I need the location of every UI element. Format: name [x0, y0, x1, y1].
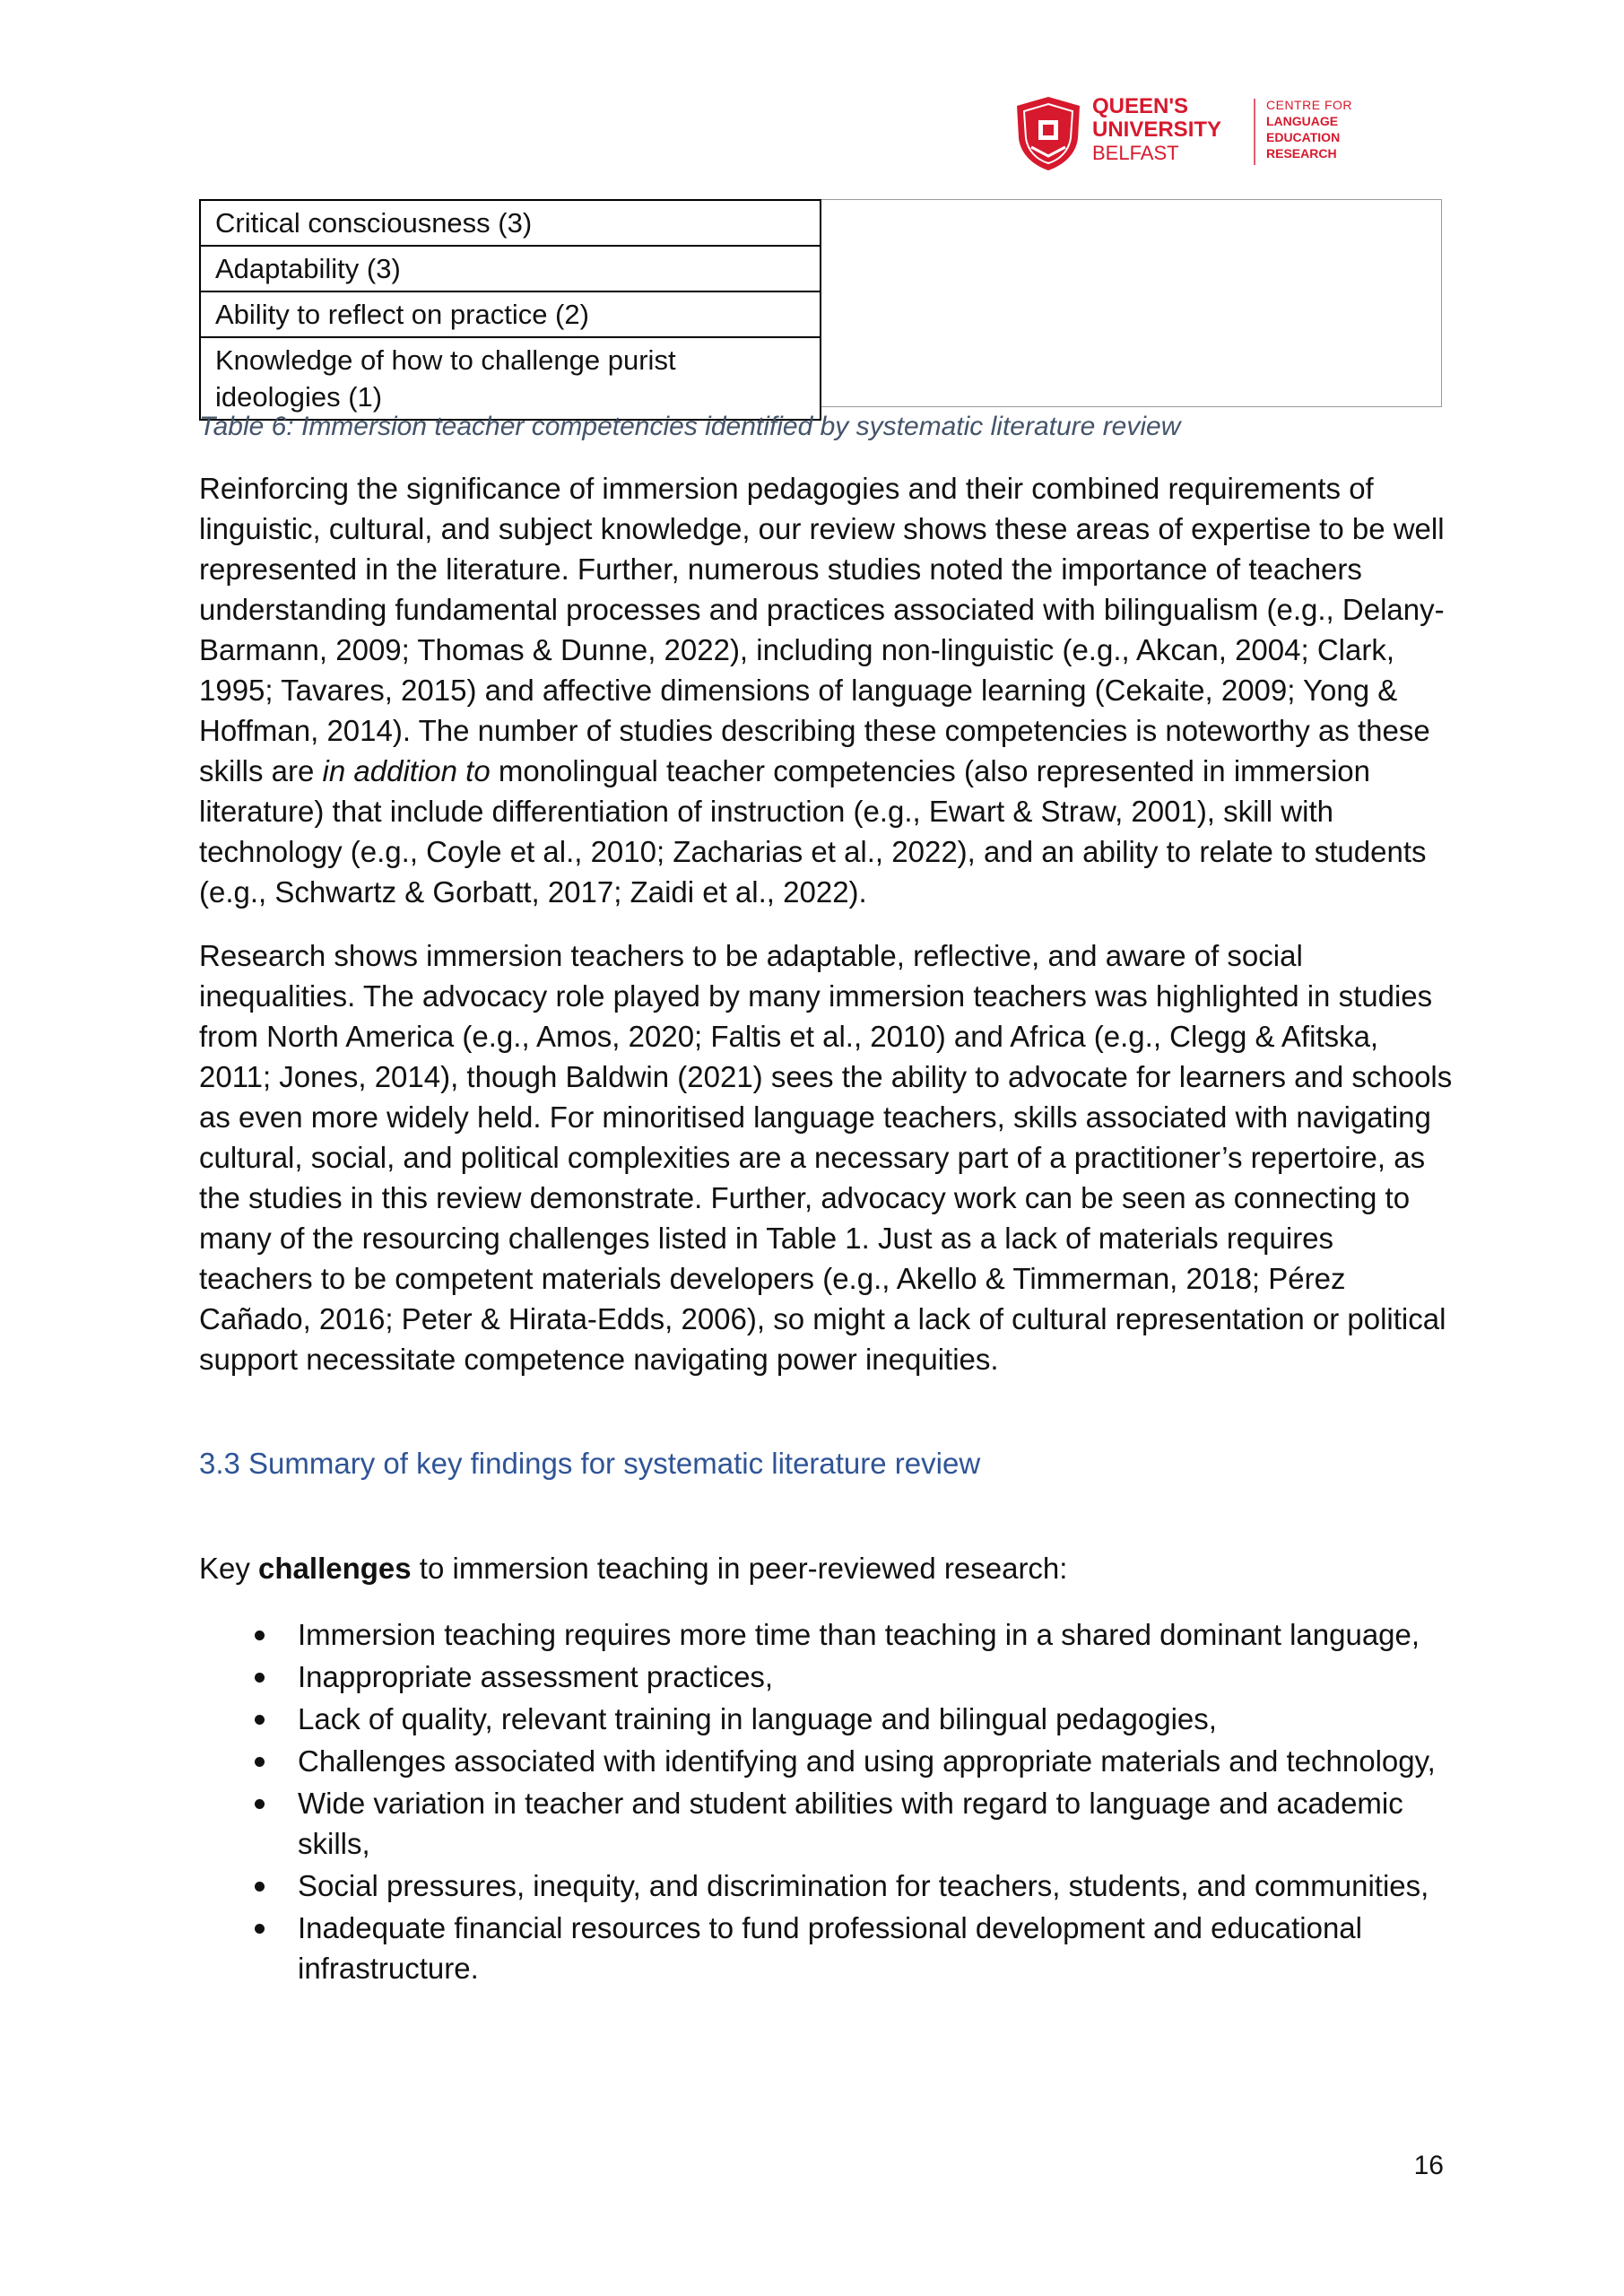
table-row: Adaptability (3) [199, 247, 821, 292]
centre-wordmark [1266, 97, 1352, 161]
list-item [199, 1866, 1455, 1906]
logo-line-3: BELFAST [1092, 142, 1179, 164]
bullet-icon [255, 1799, 265, 1809]
intro-text: to immersion teaching in peer-reviewed research: [411, 1552, 1068, 1585]
bullet-icon [255, 1673, 265, 1683]
bullet-icon [255, 1757, 265, 1767]
university-logo [1013, 93, 1372, 174]
list-item-text: Challenges associated with identifying and using appropriate materials and technology, [298, 1744, 1436, 1778]
section-heading: 3.3 Summary of key findings for systematic literature review [199, 1447, 981, 1480]
paragraph-competencies [199, 468, 1455, 912]
intro-bold-text: challenges [258, 1552, 412, 1585]
list-item-text: Wide variation in teacher and student abilities with regard to language and academic skills, [298, 1787, 1403, 1860]
table-left-column [199, 199, 821, 421]
paragraph-text: monolingual teacher competencies (also represented in immersion literature) that include differentiation of instruction (e.g., Ewart & Straw, 2001), skill with technology (e.g., Coyle et al., 2010; Zacharias et al., 2022), and an ability to relate to students (e.g., Schwartz & Gorbatt, 2017; Zaidi et al., 2022). [199, 754, 1427, 909]
list-item-text: Immersion teaching requires more time than teaching in a shared dominant language, [298, 1618, 1420, 1651]
list-item [199, 1741, 1455, 1781]
emphasis-text: in addition to [322, 754, 491, 787]
centre-line-1: CENTRE FOR [1266, 98, 1352, 112]
table-row: Ability to reflect on practice (2) [199, 292, 821, 338]
centre-line-4: RESEARCH [1266, 146, 1337, 161]
crest-icon [1013, 95, 1083, 172]
list-item [199, 1699, 1455, 1739]
table-right-column [821, 199, 1442, 407]
challenges-list [199, 1614, 1455, 1990]
list-item [199, 1908, 1455, 1988]
list-item [199, 1657, 1455, 1697]
intro-text: Key [199, 1552, 259, 1585]
bullet-icon [255, 1924, 265, 1934]
logo-line-2: UNIVERSITY [1092, 117, 1222, 142]
list-item [199, 1783, 1455, 1864]
bullet-icon [255, 1715, 265, 1725]
list-item-text: Inadequate financial resources to fund professional development and educational infrastructure. [298, 1911, 1362, 1985]
list-item-text: Social pressures, inequity, and discrimination for teachers, students, and communities, [298, 1869, 1429, 1902]
list-item-text: Lack of quality, relevant training in language and bilingual pedagogies, [298, 1702, 1217, 1735]
table-row: Critical consciousness (3) [199, 199, 821, 247]
centre-line-3: EDUCATION [1266, 130, 1341, 144]
table-caption: Table 6: Immersion teacher competencies identified by systematic literature review [199, 412, 1181, 441]
paragraph-text: Reinforcing the significance of immersion pedagogies and their combined requirements of linguistic, cultural, and subject knowledge, our review shows these areas of expertise to be well represented in the literature. Further, numerous studies noted the importance of teachers understanding fundamental processes and practices associated with bilingualism (e.g., Delany-Barmann, 2009; Thomas & Dunne, 2022), including non-linguistic (e.g., Akcan, 2004; Clark, 1995; Tavares, 2015) and affective dimensions of language learning (Cekaite, 2009; Yong & Hoffman, 2014). The number of studies describing these competencies is noteworthy as these skills are [199, 472, 1445, 787]
logo-divider [1254, 99, 1255, 165]
table-row: Knowledge of how to challenge purist ideologies (1) [199, 338, 821, 421]
paragraph-advocacy: Research shows immersion teachers to be adaptable, reflective, and aware of social inequalities. The advocacy role played by many immersion teachers was highlighted in studies from North America (e.g., Amos, 2020; Faltis et al., 2010) and Africa (e.g., Clegg & Afitska, 2011; Jones, 2014), though Baldwin (2021) sees the ability to advocate for learners and schools as even more widely held. For minoritised language teachers, skills associated with navigating cultural, social, and political complexities are a necessary part of a practitioner’s repertoire, as the studies in this review demonstrate. Further, advocacy work can be seen as connecting to many of the resourcing challenges listed in Table 1. Just as a lack of materials requires teachers to be competent materials developers (e.g., Akello & Timmerman, 2018; Pérez Cañado, 2016; Peter & Hirata-Edds, 2006), so might a lack of cultural representation or political support necessitate competence navigating power inequities. [199, 939, 1453, 1376]
key-challenges-intro [199, 1548, 1067, 1588]
list-item [199, 1614, 1455, 1655]
logo-line-1: QUEEN'S [1092, 94, 1189, 118]
centre-line-2: LANGUAGE [1266, 114, 1339, 128]
list-item-text: Inappropriate assessment practices, [298, 1660, 774, 1693]
competencies-table [199, 199, 1443, 413]
bullet-icon [255, 1882, 265, 1892]
page-number: 16 [1413, 2151, 1444, 2180]
bullet-icon [255, 1631, 265, 1640]
university-wordmark [1092, 95, 1221, 165]
